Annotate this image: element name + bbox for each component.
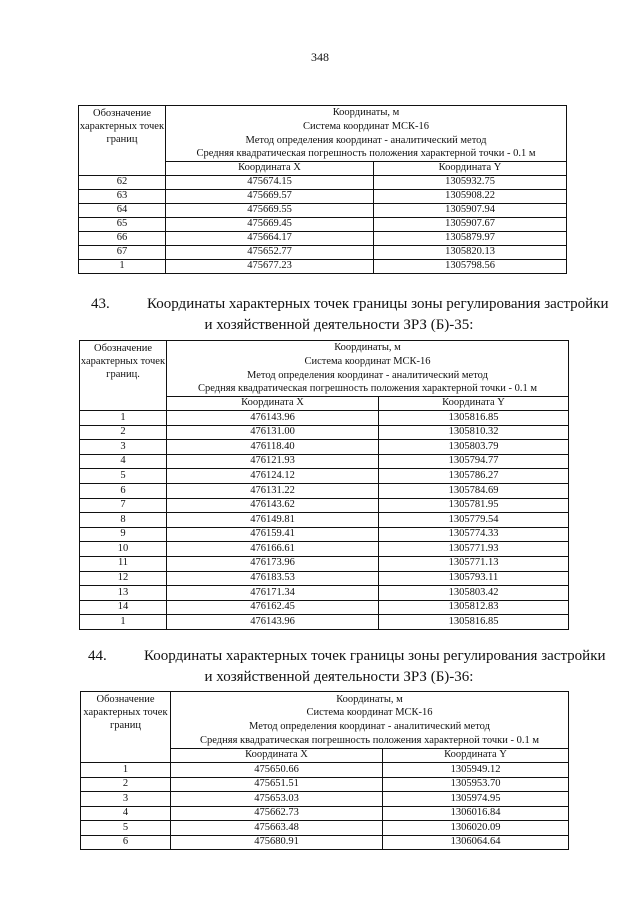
coordinate-x-cell: 476173.96 [167, 556, 379, 571]
coordinate-y-cell: 1306064.64 [383, 835, 569, 850]
coordinate-x-cell: 475680.91 [171, 835, 383, 850]
point-id-cell: 12 [80, 571, 167, 586]
table-row [80, 469, 569, 484]
coordinate-x-cell: 476124.12 [167, 469, 379, 484]
coordinate-x-cell: 475669.57 [166, 190, 374, 204]
table-row [79, 176, 567, 190]
point-id-cell: 5 [80, 469, 167, 484]
point-id-cell: 14 [80, 600, 167, 615]
heading-line-2: и хозяйственной деятельности ЗРЗ (Б)-36: [204, 669, 474, 685]
coordinate-y-cell: 1305953.70 [383, 777, 569, 792]
coordinate-y-cell: 1305907.94 [374, 204, 567, 218]
heading-line-1: Координаты характерных точек границы зоны регулирования застройки [147, 296, 609, 312]
coordinates-info-header: Координаты, м Система координат МСК-16 Метод определения координат - аналитический метод Средняя квадратическая погрешность положения характерной точки - 0.1 м [171, 692, 569, 749]
coordinate-x-cell: 476143.96 [167, 411, 379, 426]
coordinate-y-cell: 1305803.79 [379, 440, 569, 455]
table-row [80, 425, 569, 440]
coordinate-y-cell: 1305949.12 [383, 763, 569, 778]
designation-header: Обозначение характерных точек границ. [80, 341, 167, 411]
point-id-cell: 1 [79, 260, 166, 274]
table-row [80, 440, 569, 455]
table-row [79, 232, 567, 246]
coordinate-x-cell: 475653.03 [171, 792, 383, 807]
table-row [80, 600, 569, 615]
point-id-cell: 64 [79, 204, 166, 218]
table-row [79, 260, 567, 274]
coordinate-x-cell: 476131.00 [167, 425, 379, 440]
coordinate-x-cell: 476159.41 [167, 527, 379, 542]
point-id-cell: 13 [80, 586, 167, 601]
coordinate-x-cell: 475669.55 [166, 204, 374, 218]
coordinate-x-cell: 476162.45 [167, 600, 379, 615]
coordinate-y-cell: 1305816.85 [379, 615, 569, 630]
coordinate-x-cell: 475669.45 [166, 218, 374, 232]
coordinate-x-header: Координата X [171, 749, 383, 763]
point-id-cell: 3 [80, 440, 167, 455]
table-row [80, 615, 569, 630]
coordinate-x-cell: 476183.53 [167, 571, 379, 586]
coordinate-y-cell: 1305907.67 [374, 218, 567, 232]
point-id-cell: 2 [81, 777, 171, 792]
coordinate-x-cell: 476143.96 [167, 615, 379, 630]
table-row [80, 527, 569, 542]
coordinate-x-header: Координата X [167, 397, 379, 411]
point-id-cell: 8 [80, 513, 167, 528]
coordinate-y-cell: 1305974.95 [383, 792, 569, 807]
coordinate-y-cell: 1305794.77 [379, 454, 569, 469]
coordinate-y-cell: 1305812.83 [379, 600, 569, 615]
coordinate-x-cell: 475662.73 [171, 806, 383, 821]
coordinate-x-cell: 475674.15 [166, 176, 374, 190]
coordinate-y-header: Координата Y [383, 749, 569, 763]
coordinate-x-cell: 475677.23 [166, 260, 374, 274]
coordinate-y-header: Координата Y [379, 397, 569, 411]
table-row [79, 204, 567, 218]
coordinate-y-cell: 1305816.85 [379, 411, 569, 426]
point-id-cell: 11 [80, 556, 167, 571]
coordinate-x-cell: 475664.17 [166, 232, 374, 246]
coordinate-y-cell: 1305771.93 [379, 542, 569, 557]
coordinate-x-cell: 475651.51 [171, 777, 383, 792]
heading-line-2: и хозяйственной деятельности ЗРЗ (Б)-35: [204, 317, 474, 333]
table-row [80, 542, 569, 557]
point-id-cell: 66 [79, 232, 166, 246]
point-id-cell: 62 [79, 176, 166, 190]
coordinate-y-cell: 1305786.27 [379, 469, 569, 484]
section-number: 43. [91, 296, 110, 312]
point-id-cell: 1 [80, 615, 167, 630]
coordinate-y-cell: 1305784.69 [379, 483, 569, 498]
table-row [80, 498, 569, 513]
point-id-cell: 7 [80, 498, 167, 513]
table-row [81, 777, 569, 792]
coordinate-x-cell: 476121.93 [167, 454, 379, 469]
point-id-cell: 1 [80, 411, 167, 426]
coordinate-y-cell: 1305793.11 [379, 571, 569, 586]
table-row [80, 513, 569, 528]
coordinate-x-cell: 476131.22 [167, 483, 379, 498]
table-row [81, 763, 569, 778]
coordinate-y-cell: 1305798.56 [374, 260, 567, 274]
coordinate-y-cell: 1305810.32 [379, 425, 569, 440]
coordinate-y-cell: 1305779.54 [379, 513, 569, 528]
table-row [80, 454, 569, 469]
point-id-cell: 3 [81, 792, 171, 807]
table-row [79, 190, 567, 204]
point-id-cell: 1 [81, 763, 171, 778]
point-id-cell: 4 [81, 806, 171, 821]
coordinates-info-header: Координаты, м Система координат МСК-16 Метод определения координат - аналитический метод Средняя квадратическая погрешность положения характерной точки - 0.1 м [167, 341, 569, 397]
coordinate-y-cell: 1305820.13 [374, 246, 567, 260]
coordinate-y-cell: 1305908.22 [374, 190, 567, 204]
coordinate-y-header: Координата Y [374, 162, 567, 176]
coordinate-x-cell: 475652.77 [166, 246, 374, 260]
coordinate-x-cell: 475650.66 [171, 763, 383, 778]
coordinate-x-cell: 476118.40 [167, 440, 379, 455]
table-row [79, 218, 567, 232]
point-id-cell: 10 [80, 542, 167, 557]
coordinates-table-1 [78, 105, 567, 274]
point-id-cell: 6 [80, 483, 167, 498]
point-id-cell: 63 [79, 190, 166, 204]
coordinate-x-cell: 476149.81 [167, 513, 379, 528]
point-id-cell: 9 [80, 527, 167, 542]
coordinate-y-cell: 1305803.42 [379, 586, 569, 601]
point-id-cell: 6 [81, 835, 171, 850]
coordinates-table-2 [79, 340, 569, 630]
heading-line-1: Координаты характерных точек границы зоны регулирования застройки [144, 648, 606, 664]
coordinate-x-cell: 476171.34 [167, 586, 379, 601]
table-row [80, 483, 569, 498]
point-id-cell: 67 [79, 246, 166, 260]
table-row [80, 556, 569, 571]
coordinate-y-cell: 1305932.75 [374, 176, 567, 190]
coordinate-y-cell: 1306016.84 [383, 806, 569, 821]
table-row [81, 835, 569, 850]
coordinates-info-header: Координаты, м Система координат МСК-16 Метод определения координат - аналитический метод Средняя квадратическая погрешность положения характерной точки - 0.1 м [166, 106, 567, 162]
point-id-cell: 4 [80, 454, 167, 469]
point-id-cell: 65 [79, 218, 166, 232]
point-id-cell: 5 [81, 821, 171, 836]
table-row [81, 821, 569, 836]
coordinate-y-cell: 1305774.33 [379, 527, 569, 542]
point-id-cell: 2 [80, 425, 167, 440]
section-number: 44. [88, 648, 107, 664]
coordinate-x-header: Координата X [166, 162, 374, 176]
table-row [80, 586, 569, 601]
coordinate-x-cell: 476166.61 [167, 542, 379, 557]
table-row [80, 411, 569, 426]
coordinates-table-3 [80, 691, 569, 850]
table-row [81, 792, 569, 807]
table-row [79, 246, 567, 260]
coordinate-y-cell: 1305771.13 [379, 556, 569, 571]
page-number: 348 [311, 50, 329, 64]
designation-header: Обозначение характерных точек границ [79, 106, 166, 176]
coordinate-y-cell: 1305879.97 [374, 232, 567, 246]
designation-header: Обозначение характерных точек границ [81, 692, 171, 763]
coordinate-x-cell: 475663.48 [171, 821, 383, 836]
coordinate-x-cell: 476143.62 [167, 498, 379, 513]
coordinate-y-cell: 1306020.09 [383, 821, 569, 836]
coordinate-y-cell: 1305781.95 [379, 498, 569, 513]
table-row [81, 806, 569, 821]
table-row [80, 571, 569, 586]
